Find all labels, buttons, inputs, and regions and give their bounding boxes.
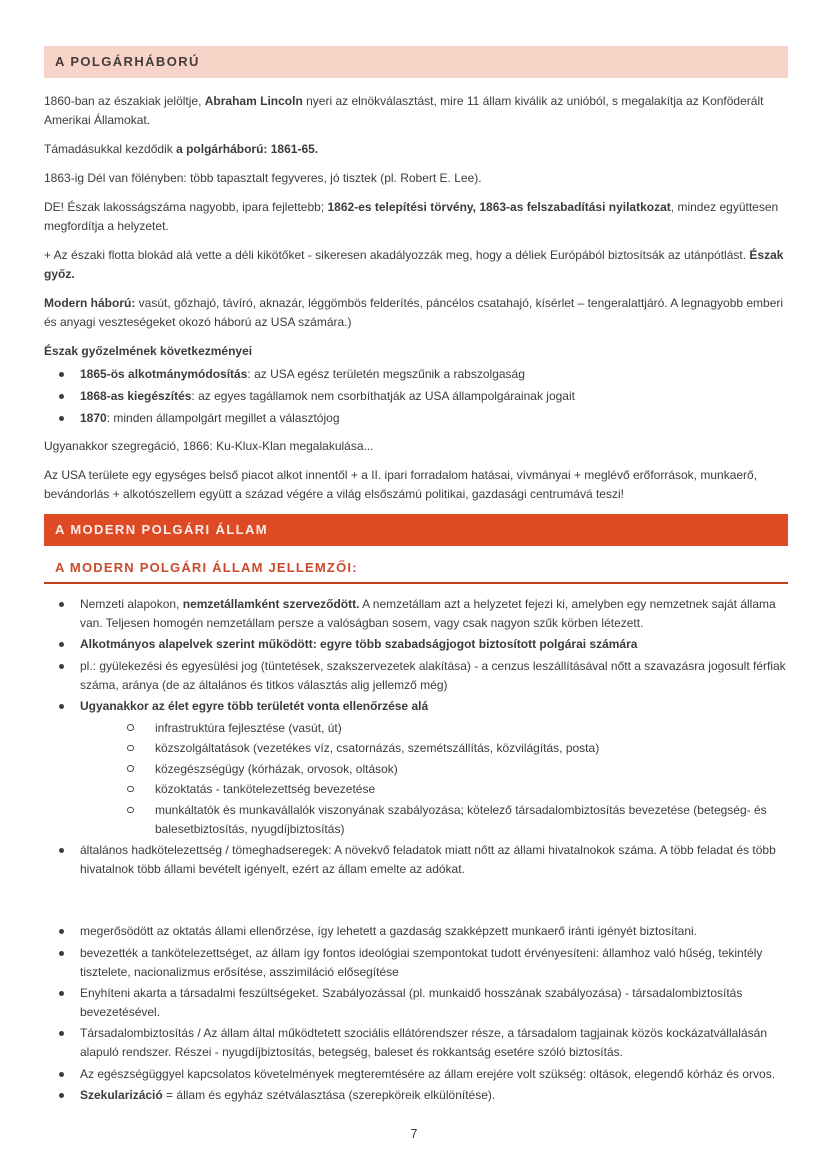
paragraph-election-1860	[44, 92, 788, 130]
bold-text-run: nemzetállamként szerveződött.	[182, 597, 360, 612]
bold-text-run: Ugyanakkor az élet egyre több területét vonta ellenőrzése alá	[80, 699, 429, 714]
list-item	[44, 657, 788, 694]
bold-text-run: 1865-ös alkotmánymódosítás	[80, 367, 248, 382]
paragraph-war-start	[44, 140, 788, 159]
paragraph-north-advantage	[44, 198, 788, 236]
text-run: : az egyes tagállamok nem csorbíthatják az USA állampolgárainak jogait	[191, 389, 575, 404]
consequences-heading: Észak győzelmének következményei	[44, 343, 253, 358]
list-item	[44, 595, 788, 632]
text-run: Ugyanakkor szegregáció, 1866: Ku-Klux-Klan megalakulása...	[44, 439, 374, 454]
list-item	[44, 1086, 788, 1105]
list-item	[44, 841, 788, 878]
paragraph-segregation	[44, 437, 788, 456]
text-run: Enyhíteni akarta a társadalmi feszültségeket. Szabályozással (pl. munkaidő hosszának szabályozása) - társadalombiztosítás bevezetésével.	[80, 986, 743, 1019]
text-run: nyeri az elnökválasztást, mire 11 állam kiválik az unióból, s megalakítja az Konföderált Amerikai Államokat.	[44, 94, 764, 127]
subsection-heading-features: A MODERN POLGÁRI ÁLLAM JELLEMZŐI:	[44, 558, 788, 584]
text-run: bevezették a tankötelezettséget, az állam így fontos ideológiai szempontokat tudott érvényesíteni: államhoz való hűség, tekintély tisztelete, nacionalizmus erősítése, asszimiláció elősegítése	[80, 946, 763, 979]
text-run: 1863-ig Dél van fölényben: több tapasztalt fegyveres, jó tisztek (pl. Robert E. Lee).	[44, 170, 482, 185]
section-heading-civil-war: A POLGÁRHÁBORÚ	[44, 46, 788, 78]
paragraph-blockade	[44, 246, 788, 284]
bold-text-run: a polgárháború: 1861-65.	[176, 141, 319, 156]
sub-list-item: infrastruktúra fejlesztése (vasút, út)	[80, 719, 788, 738]
text-run: + Az északi flotta blokád alá vette a déli kikötőket - sikeresen akadályozzák meg, hogy a déliek Európából biztosítsák az utánpótlást.	[44, 247, 750, 262]
list-item	[44, 387, 788, 406]
text-run: = állam és egyház szétválasztása (szerepköreik elkülönítése).	[162, 1088, 496, 1103]
bold-text-run: 1870	[80, 410, 107, 425]
list-item	[44, 365, 788, 384]
list-item	[44, 1024, 788, 1061]
list-item	[44, 635, 788, 654]
text-run: , mindez együttesen megfordítja a helyzetet.	[44, 199, 779, 233]
text-run: : az USA egész területén megszűnik a rabszolgaság	[247, 367, 525, 382]
consequences-list	[44, 365, 788, 427]
bold-text-run: 1868-as kiegészítés	[80, 389, 192, 404]
paragraph-usa-market	[44, 466, 788, 504]
paragraph-south-advantage	[44, 169, 788, 188]
text-run: Nemzeti alapokon,	[80, 597, 183, 612]
page-number: 7	[410, 1127, 418, 1141]
text-run: 1860-ban az északiak jelöltje,	[44, 94, 205, 108]
sub-list-item: munkáltatók és munkavállalók viszonyának szabályozása; kötelező társadalombiztosítás bevezetése (betegség- és balesetbiztosítás, nyugdíjbiztosítás)	[80, 801, 788, 838]
text-run: DE! Észak lakosságszáma nagyobb, ipara fejlettebb;	[44, 199, 328, 214]
sub-list-item: közegészségügy (kórházak, orvosok, oltások)	[80, 760, 788, 779]
section-heading-modern-state: A MODERN POLGÁRI ÁLLAM	[44, 514, 788, 546]
text-run: Az egészségüggyel kapcsolatos követelmények megteremtésére az állam erejére volt szükség: oltások, elegendő kórház és orvos.	[80, 1066, 776, 1081]
sub-list-item: közoktatás - tankötelezettség bevezetése	[80, 780, 788, 799]
bold-text-run: Abraham Lincoln	[204, 94, 303, 108]
state-control-sublist	[80, 719, 788, 839]
text-run: vasút, gőzhajó, távíró, aknazár, léggömbös felderítés, páncélos csatahajó, kísérlet – tengeralattjáró. A legnagyobb emberi és anyagi veszteségeket okozó háború az USA számára.)	[44, 295, 784, 329]
bold-text-run: Észak győz.	[44, 247, 784, 281]
text-run: Társadalombiztosítás / Az állam által működtetett szociális ellátórendszer része, a társadalom tagjainak közös kockázatvállalásán alapuló rendszer. Részei - nyugdíjbiztosítás, betegség, baleset és rokkantság esetére szóló biztosítás.	[80, 1026, 767, 1059]
list-item-text	[80, 699, 428, 713]
list-item	[44, 697, 788, 838]
text-run: Támadásukkal kezdődik	[44, 141, 177, 156]
list-item	[44, 409, 788, 428]
text-run: megerősödött az oktatás állami ellenőrzése, így lehetett a gazdaság szakképzett munkaerő iránti igényét biztosítani.	[80, 924, 698, 939]
text-run: Az USA területe egy egységes belső piacot alkot innentől + a II. ipari forradalom hatásai, vívmányai + meglévő erőforrások, munkaerő, bevándorlás + alkotószellem együtt a század végére a világ elsőszámú politikai, gazdasági centrumává teszi!	[44, 468, 758, 502]
bold-text-run: Modern háború:	[44, 295, 136, 310]
bold-text-run: 1862-es telepítési törvény, 1863-as felszabadítási nyilatkozat	[327, 199, 671, 214]
text-run: A nemzetállam azt a helyzetet fejezi ki, amelyben egy nemzetnek saját állama van. Teljesen homogén nemzetállam persze a valóságban sosem, vagy csak nagyon szűk körben létezett.	[80, 597, 776, 630]
list-item	[44, 1065, 788, 1084]
list-item	[44, 984, 788, 1021]
sub-list-item: közszolgáltatások (vezetékes víz, csatornázás, szemétszállítás, közvilágítás, posta)	[80, 739, 788, 758]
features-list-continued	[44, 922, 788, 1104]
paragraph-modern-war	[44, 294, 788, 332]
features-list	[44, 595, 788, 878]
text-run: pl.: gyülekezési és egyesülési jog (tüntetések, szakszervezetek alakítása) - a cenzus leszállításával nőtt a szavazásra jogosult férfiak száma, aránya (de az általános és titkos választás alig jellemző még)	[80, 658, 786, 692]
bold-text-run: Szekularizáció	[80, 1088, 163, 1103]
list-item	[44, 922, 788, 941]
text-run: általános hadkötelezettség / tömeghadseregek: A növekvő feladatok miatt nőtt az állami hivatalnokok száma. A több feladat és több hivatalnok több állami bevételt igényelt, ezért az állam emelte az adókat.	[80, 843, 776, 876]
text-run: : minden állampolgárt megillet a választójog	[106, 410, 340, 425]
bold-text-run: Alkotmányos alapelvek szerint működött: egyre több szabadságjogot biztosított polgárai számára	[80, 637, 638, 652]
list-item	[44, 944, 788, 981]
vertical-gap	[44, 888, 788, 922]
